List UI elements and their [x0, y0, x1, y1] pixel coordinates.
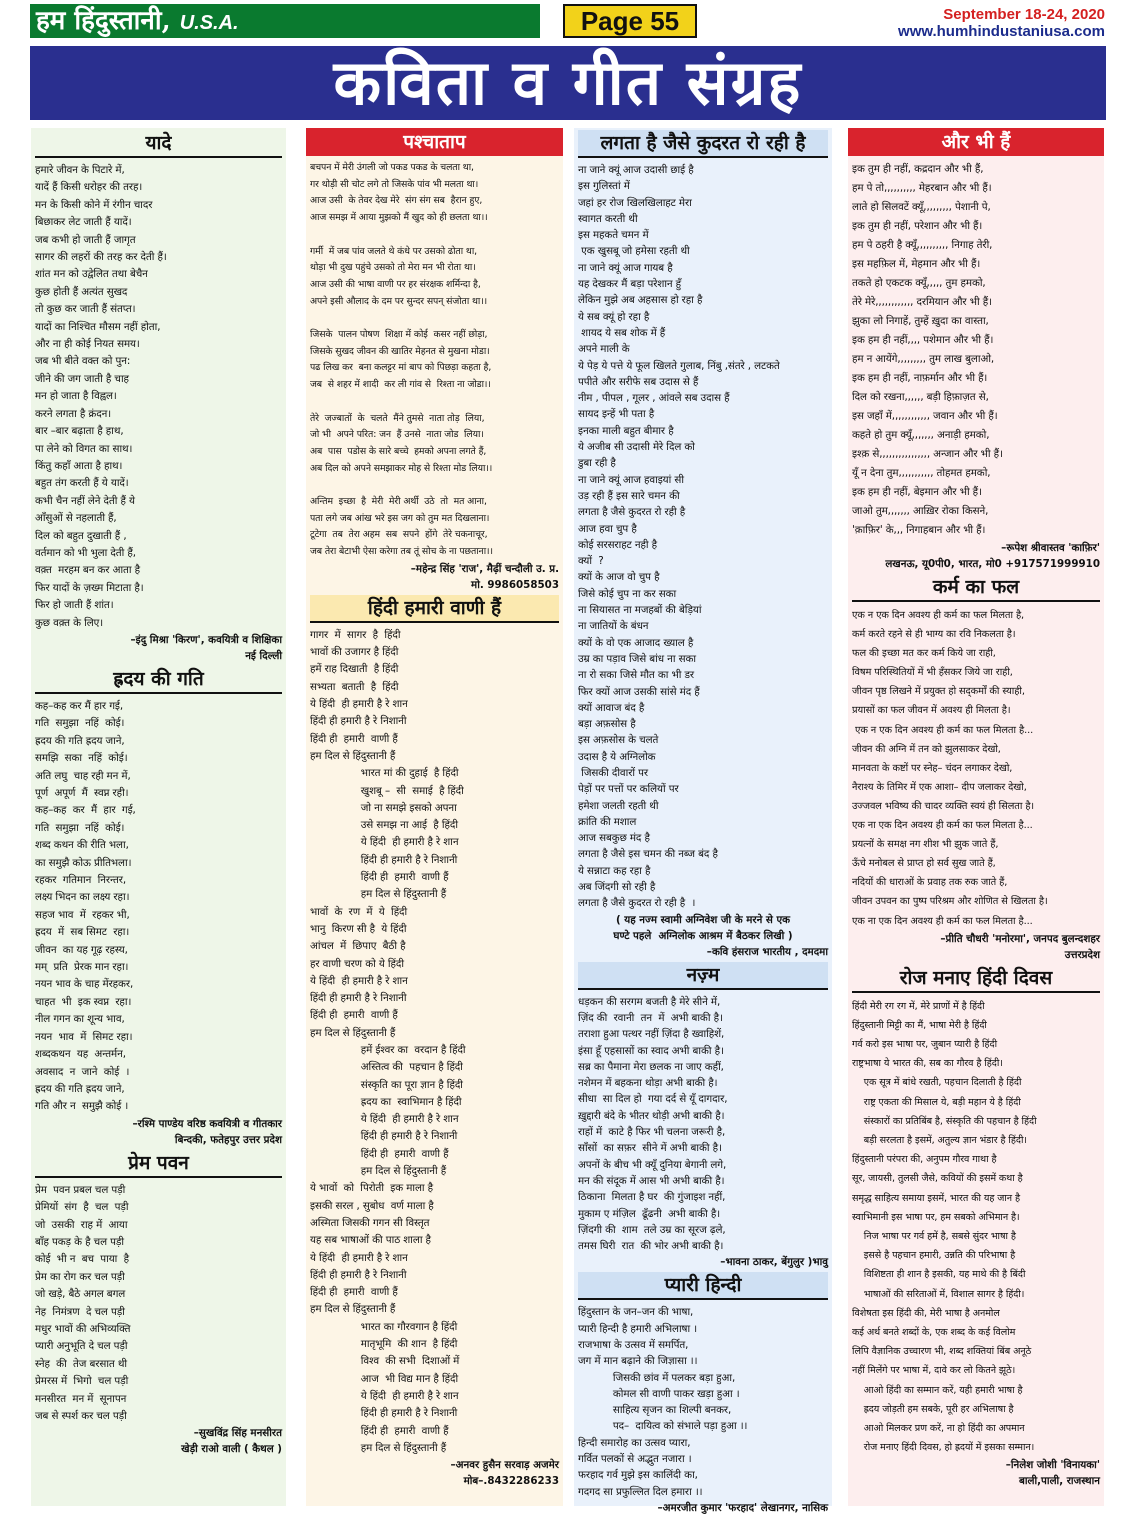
issue-date: September 18-24, 2020	[943, 6, 1105, 23]
poem-title: रोज मनाए हिंदी दिवस	[852, 965, 1100, 993]
section-banner: कविता व गीत संग्रह	[30, 46, 1106, 120]
brand-name: हम हिंदुस्तानी,	[36, 6, 171, 36]
poem-note: ( यह नज्म स्वामी अग्निवेश जी के मरने से एक घण्टे पहले अग्निलोक आश्रम में बैठकर लिखी )	[613, 913, 793, 942]
poem-title: हिंदी हमारी वाणी हैं	[310, 595, 559, 623]
poem-body: गागर में सागर है हिंदी भावों की उजागर है हिंदी हमें राह दिखाती है हिंदी सभ्यता बताती है हिंदी ये हिंदी ही हमारी है रे शान हिंदी ही हमारी है रे निशानी हिंदी ही हमारी वाणी हैं हम दिल से हिंदुस्तानी हैं भारत मां की दुहाई है हिंदी खुशबू – सी समाई है हिंदी जो ना समझे इसको अपना उसे समझ ना आई है हिंदी ये हिंदी ही हमारी है रे शान हिंदी ही हमारी है रे निशानी हिंदी ही हमारी वाणी हैं हम दिल से हिंदुस्तानी हैं भावों के रण में ये हिंदी भानु किरण सी है ये हिंदी आंचल में छिपाए बैठी है हर वाणी चरण को ये हिंदी ये हिंदी ही हमारी है रे शान हिंदी ही हमारी है रे निशानी हिंदी ही हमारी वाणी हैं हम दिल से हिंदुस्तानी हैं हमें ईश्वर का वरदान है हिंदी अस्तित्व की पहचान है हिंदी संस्कृति का पूरा ज्ञान है हिंदी ह्रदय का स्वाभिमान है हिंदी ये हिंदी ही हमारी है रे शान हिंदी ही हमारी है रे निशानी हिंदी ही हमारी वाणी हैं हम दिल से हिंदुस्तानी हैं ये भावों को पिरोती इक माला है इसकी सरल , सुबोध वर्ण माला है अस्मिता जिसकी गगन सी विस्तृत यह सब भाषाओं की पाठ शाला है ये हिंदी ही हमारी है रे शान हिंदी ही हमारी है रे निशानी हिंदी ही हमारी वाणी हैं हम दिल से हिंदुस्तानी हैं भारत का गौरवगान है हिंदी मातृभूमि की शान है हिंदी विश्व की सभी दिशाओं में आज भी विद्य मान है हिंदी ये हिंदी ही हमारी है रे शान हिंदी ही हमारी है रे निशानी हिंदी ही हमारी वाणी हैं हम दिल से हिंदुस्तानी हैं	[310, 628, 466, 1454]
column-1	[31, 128, 286, 1506]
poem-body: हिंदुस्तान के जन–जन की भाषा, प्यारी हिन्दी है हमारी अभिलाषा । राजभाषा के उत्सव में समर्पित, जग में मान बढ़ाने की जिज्ञासा ।। जिसकी छांव में पलकर बड़ा हुआ, कोमल सी वाणी पाकर खड़ा हुआ । साहित्य सृजन का शिल्पी बनकर, पद– दायित्व को संभाले पड़ा हुआ ।। हिन्दी समारोह का उत्सव प्यारा, गर्वित पलकों से अद्भुत नजारा । फरहाद गर्व मुझे इस कालिंदी का, गदगद सा प्रफुल्लित दिल हमारा ।।	[578, 1306, 748, 1498]
poem-title: और भी हैं	[848, 128, 1104, 156]
poem-author: –अमरजीत कुमार 'फरहाद' लेखानगर, नासिक	[657, 1501, 828, 1514]
poem-author: –इंदु मिश्रा 'किरण', कवयित्री व शिक्षिका नई दिल्ली	[130, 633, 282, 662]
brand-suffix: U.S.A.	[179, 12, 239, 34]
poem-author: –रश्मि पाण्डेय वरिष्ठ कवयित्री व गीतकार बिन्दकी, फतेहपुर उत्तर प्रदेश	[132, 1117, 282, 1146]
poem-author: –प्रीति चौधरी 'मनोरमा', जनपद बुलन्दशहर उत्तरप्रदेश	[940, 932, 1100, 961]
poem-body: एक न एक दिन अवश्य ही कर्म का फल मिलता है, कर्म करते रहने से ही भाग्य का रवि निकलता है। फल की इच्छा मत कर कर्म किये जा राही, विषम परिस्थितियों में भी हँसकर जिये जा राही, जीवन पृष्ठ लिखने में प्रयुक्त हो सद्कर्मों की स्याही, प्रयासों का फल जीवन में अवश्य ही मिलता है। एक न एक दिन अवश्य ही कर्म का फल मिलता है... जीवन की अग्नि में तन को झुलसाकर देखो, मानवता के कष्टों पर स्नेह– चंदन लगाकर देखो, नैराश्य के तिमिर में एक आशा– दीप जलाकर देखो, उज्जवल भविष्य की चादर व्यक्ति स्वयं ही सिलता है। एक ना एक दिन अवश्य ही कर्म का फल मिलता है... प्रयत्नों के समक्ष नग शीश भी झुक जाते हैं, ऊँचे मनोबल से प्राप्त हो सर्व सुख जाते हैं, नदियों की धाराओं के प्रवाह तक रुक जाते हैं, जीवन उपवन का पुष्प परिश्रम और शोणित से खिलता है। एक ना एक दिन अवश्य ही कर्म का फल मिलता है...	[852, 610, 1048, 927]
poem-body: प्रेम पवन प्रबल चल पड़ी प्रेमियों संग है चल पड़ी जो उसकी राह में आया बाँह पकड़ के है चल पड़ी कोई भी न बच पाया है प्रेम का रोग कर चल पड़ी जो खड़े, बैठे अगल बगल नेह निमंत्रण दे चल पड़ी मधुर भावों की अभिव्यक्ति प्यारी अनुभूति दे चल पड़ी स्नेह की तेज बरसात थी प्रेमरस में भिगो चल पड़ी मनसीरत मन में सूनापन जब से स्पर्श कर चल पड़ी	[35, 1183, 131, 1422]
poem-title: यादे	[35, 130, 282, 158]
poem-title: प्रेम पवन	[35, 1150, 282, 1178]
website-link[interactable]: www.humhindustaniusa.com	[898, 23, 1105, 40]
poem-body: हिंदी मेरी रग रग में, मेरे प्राणों में है हिंदी हिंदुस्तानी मिट्टी का मैं, भाषा मेरी है हिंदी गर्व करो इस भाषा पर, जुबान प्यारी है हिंदी राष्ट्रभाषा ये भारत की, सब का गौरव है हिंदी। एक सूत्र में बांधे रखती, पहचान दिलाती है हिंदी राष्ट्र एकता की मिसाल ये, बड़ी महान ये है हिंदी संस्कारों का प्रतिबिंब है, संस्कृति की पहचान है हिंदी बड़ी सरलता है इसमें, अतुल्य ज्ञान भंडार है हिंदी। हिंदुस्तानी परंपरा की, अनुपम गौरव गाथा है सूर, जायसी, तुलसी जैसे, कवियों की इसमें कथा है समृद्ध साहित्य समाया इसमें, भारत की यह जान है स्वाभिमानी इस भाषा पर, हम सबको अभिमान है। निज भाषा पर गर्व हमें है, सबसे सुंदर भाषा है इससे है पहचान हमारी, उन्नति की परिभाषा है विशिष्टता ही शान है इसकी, यह माथे की है बिंदी भाषाओं की सरिताओं में, विशाल सागर है हिंदी। विशेषता इस हिंदी की, मेरी भाषा है अनमोल कई अर्थ बनते शब्दों के, एक शब्द के कई विलोम लिपि वैज्ञानिक उच्चारण भी, शब्द शक्तियां बिंब अनूठे नहीं मिलेंगे पर भाषा में, दावे कर लो कितने झूठे। आओ हिंदी का सम्मान करें, यही हमारी भाषा है ह्रदय जोड़ती हम सबके, पूरी हर अभिलाषा है आओ मिलकर प्रण करें, ना हो हिंदी का अपमान रोज मनाए हिंदी दिवस, हो ह्रदयों में इसका सम्मान।	[852, 1000, 1037, 1454]
poem-author: –कवि हंसराज भारतीय , दमदमा	[706, 945, 828, 958]
poem-body: इक तुम ही नहीं, कद्रदान और भी हैं, हम पे तो,,,,,,,,,, मेहरबान और भी हैं। लाते हो सिलवटें क्यूँ,,,,,,,,, पेशानी पे, इक तुम ही नहीं, परेशान और भी हैं। हम पे ठहरी है क्यूँ,,,,,,,,,, निगाह तेरी, इस महफ़िल में, मेहमान और भी हैं। तकते हो एकटक क्यूँ,,,,, तुम हमको, तेरे मेरे,,,,,,,,,,,, दरमियान और भी हैं। झुका लो निगाहें, तुम्हें ख़ुदा का वास्ता, इक हम ही नहीं,,,, पशेमान और भी हैं। हम न आयेंगे,,,,,,,,, तुम लाख बुलाओ, इक हम ही नहीं, नाफ़र्मान और भी हैं। दिल को रखना,,,,,, बड़ी हिफ़ाज़त से, इस जहाँ में,,,,,,,,,,,, जवान और भी हैं। कहते हो तुम क्यूँ,,,,,,, अनाड़ी हमको, इश्क़ से,,,,,,,,,,,,,,,, अन्जान और भी हैं। यूँ न देना तुम,,,,,,,,,,, तोहमत हमको, इक हम ही नहीं, बेइमान और भी हैं। जाओ तुम,,,,,,, आख़िर रोका किसने, 'क़ाफ़िर' के,,, निगाहबान और भी हैं।	[852, 163, 1003, 536]
poem-author: –भावना ठाकर, बेंगुलुर )भावु	[720, 1256, 828, 1269]
poem-title: ह्रदय की गति	[35, 666, 282, 694]
poem-title: लगता है जैसे कुदरत रो रही है	[578, 130, 828, 158]
poem-author: –सुखविंद्र सिंह मनसीरत खेड़ी राओ वाली ( कैथल )	[181, 1427, 282, 1456]
column-2	[306, 128, 563, 1506]
poem-body: हमारे जीवन के पिटारे में, यादें हैं किसी धरोहर की तरह। मन के किसी कोने में रंगीन चादर बिछाकर लेट जाती हैं यादें। जब कभी हो जाती हैं जागृत सागर की लहरों की तरह कर देती हैं। शांत मन को उद्वेलित तथा बेचैन कुछ होती हैं अत्यंत सुखद तो कुछ कर जाती हैं संतप्त। यादों का निश्चित मौसम नहीं होता, और ना ही कोई नियत समय। जब भी बीते वक्त को पुन: जीने की जग जाती है चाह मन हो जाता है विह्वल। करने लगता है क्रंदन। बार –बार बढ़ाता है हाथ, पा लेने को विगत का साथ। किंतु कहाँ आता है हाथ। बहुत तंग करती हैं ये यादें। कभी चैन नहीं लेने देती हैं ये आँसुओं से नहलाती हैं, दिल को बहुत दुखाती हैं , वर्तमान को भी भुला देती हैं, वक़्त मरहम बन कर आता है फिर यादों के ज़ख्म मिटाता है। फिर हो जाती हैं शांत। कुछ वक़्त के लिए।	[35, 164, 167, 629]
poem-title: पश्चाताप	[306, 128, 563, 156]
poem-title: कर्म का फल	[852, 574, 1100, 602]
poem-body: कह–कह कर मैं हार गई, गति समुझा नहिं कोई। ह्रदय की गति ह्रदय जाने, समझि सका नहिं कोई। अति लघु चाह रही मन में, पूर्ण अपूर्ण मैं स्वप्न रही। कह–कह कर मैं हार गई, गति समुझा नहिं कोई। शब्द कथन की रीति भला, का समुझै कोऊ प्रीतिभला। रहकर गतिमान निरन्तर, लक्ष्य भिदन का लक्ष्य रहा। सहज भाव में रहकर भी, ह्रदय में सब सिमट रहा। जीवन का यह गूढ़ रहस्य, मम् प्रति प्रेरक मान रहा। नयन भाव के चाह मेंरहकर, चाहत भी इक स्वप्न रहा। नील गगन का शून्य भाव, नयन भाव में सिमट रहा। शब्दकथन यह अन्तर्मन, अवसाद न जाने कोई । ह्रदय की गति ह्रदय जाने, गति और न समुझै कोई ।	[35, 699, 136, 1113]
poem-body: बचपन में मेरी उंगली जो पकड पकड के चलता था, गर थोड़ी सी चोट लगे तो जिसके पांव भी मलता था। आज उसी के तेवर देख मेरे संग संग सब हैरान हुए, आज समझ में आया मुझको मैं खुद को ही छलता था।। गर्मी में जब पांव जलते थे कंधे पर उसको ढोता था, थोड़ा भी दुख पहुंचे उसको तो मेरा मन भी रोता था। आज उसी की भाषा वाणी पर हर संरक्षक शर्मिन्दा है, अपने इसी औलाद के दम पर सुन्दर सपन् संजोता था।। जिसके पालन पोषण शिक्षा में कोई कसर नहीं छोड़ा, जिसके सुखद जीवन की खातिर मेहनत से मुखना मोडा। पढ लिख कर बना कलट्टर मां बाप को पिछड़ा कहता है, जब से शहर में शादी कर ली गांव से रिश्ता ना जोडा।। तेरे जज्बातों के चलते मैंने तुमसे नाता तोड़ लिया, जो भी अपने परित: जन हैं उनसे नाता जोड लिया। अब पास पडोस के सारे बच्चे हमको अपना लगते हैं, अब दिल को अपने समझाकर मोह से रिश्ता मोड लिया।। अन्तिम इच्छा है मेरी मेरी अर्थी उठे तो मत आना, पता लगे जब आंख भरे इस जग को तुम मत दिखलाना। टूटेगा तब तेरा अहम सब सपने होंगे तेरे चकनाचूर, जब तेरा बेटाभी ऐसा करेगा तब तूं सोच के ना पछताना।।	[310, 162, 493, 558]
dateline	[898, 6, 1105, 40]
poem-author: –अनवर हुसैन सरवाड़ अजमेर मोब–.8432286233	[450, 1459, 559, 1488]
newspaper-brand[interactable]	[30, 4, 540, 38]
masthead	[0, 0, 1135, 42]
poem-title: नज़्म	[578, 962, 828, 990]
poem-author: –निलेश जोशी 'विनायका' बाली,पाली, राजस्थान	[1005, 1459, 1100, 1488]
poem-body: ना जाने क्यूं आज उदासी छाई है इस गुलिस्तां में जहां हर रोज खिलखिलाहट मेरा स्वागत करती थी इस महकते चमन में एक खुसबू जो हमेसा रहती थी ना जाने क्यूं आज गायब है यह देखकर मैं बड़ा परेशान हुँ लेकिन मुझे अब अहसास हो रहा है ये सब क्यूं हो रहा है शायद ये सब शोक में हैं अपने माली के ये पेड़ ये पत्ते ये फूल खिलते गुलाब, निंबु ,संतरे , लटकते पपीते और सरीफे सब उदास से हैं नीम , पीपल , गूलर , आंवले सब उदास हैं सायद इन्हें भी पता है इनका माली बहुत बीमार है ये अजीब सी उदासी मेरे दिल को डुबा रही है ना जाने क्यूं आज हवाइयां सी उड़ रही हैं इस सारे चमन की लगता है जैसे कुदरत रो रही है आज हवा चुप है कोई सरसराहट नही है क्यों ? क्यों के आज वो चुप है जिसे कोई चुप ना कर सका ना सियासत ना मजहबों की बेड़ियां ना जातियों के बंधन क्यों के वो एक आजाद ख्याल है उम्र का पड़ाव जिसे बांध ना सका ना रो सका जिसे मौत का भी डर फिर क्यों आज उसकी सांसे मंद हैं क्यों आवाज बंद है बड़ा अफ़सोस है इस अफ़सोस के चलते उदास है ये अग्निलोक जिसकी दीवारों पर पेड़ों पर पत्तों पर कलियों पर हमेशा जलती रहती थी क्रांति की मशाल आज सबकुछ मंद है लगता है जैसे इस चमन की नब्ज बंद है ये सन्नाटा कह रहा है अब जिंदगी सो रही है लगता है जैसे कुदरत रो रही है ।	[578, 164, 780, 910]
poem-body: धड़कन की सरगम बजती है मेरे सीने में, ज़िंद की रवानी तन में अभी बाकी है। तराशा हुआ पत्थर नहीं ज़िंदा है ख्वाहिशें, इंसा हूँ एहसासों का स्वाद अभी बाकी है। सब्र का पैमाना मेरा छलक ना जाए कहीं, नशेमन में बहकना थोड़ा अभी बाकी है। सीधा सा दिल हो गया दर्द से यूँ दागदार, ख़ुद्दारी बंदे के भीतर थोड़ी अभी बाकी है। राहों में काटे है फिर भी चलना जरूरी है, साँसों का सफ़र सीने में अभी बाकी है। अपनों के बीच भी क्यूँ दुनिया बेगानी लगे, मन की संदूक में आस भी अभी बाकी है। ठिकाना मिलता है घर की गुंजाइश नहीं, मुकाम ए मंज़िल ढूँढनी अभी बाकी है। ज़िंदगी की शाम तले उम्र का सूरज ढ़ले, तमस घिरी रात की भोर अभी बाकी है।	[578, 995, 728, 1253]
column-3	[574, 128, 832, 1514]
poem-author: –रूपेश श्रीवास्तव 'काफ़िर' लखनऊ, यू0पी0, भारत, मो0 +917571999910	[885, 542, 1100, 570]
page-number: Page 55	[563, 4, 697, 38]
poem-title: प्यारी हिन्दी	[578, 1272, 828, 1300]
column-4	[848, 128, 1104, 1506]
poem-author: –महेन्द्र सिंह 'राज', मैढ़ीं चन्दौली उ. प्र. मो. 9986058503	[410, 562, 559, 591]
